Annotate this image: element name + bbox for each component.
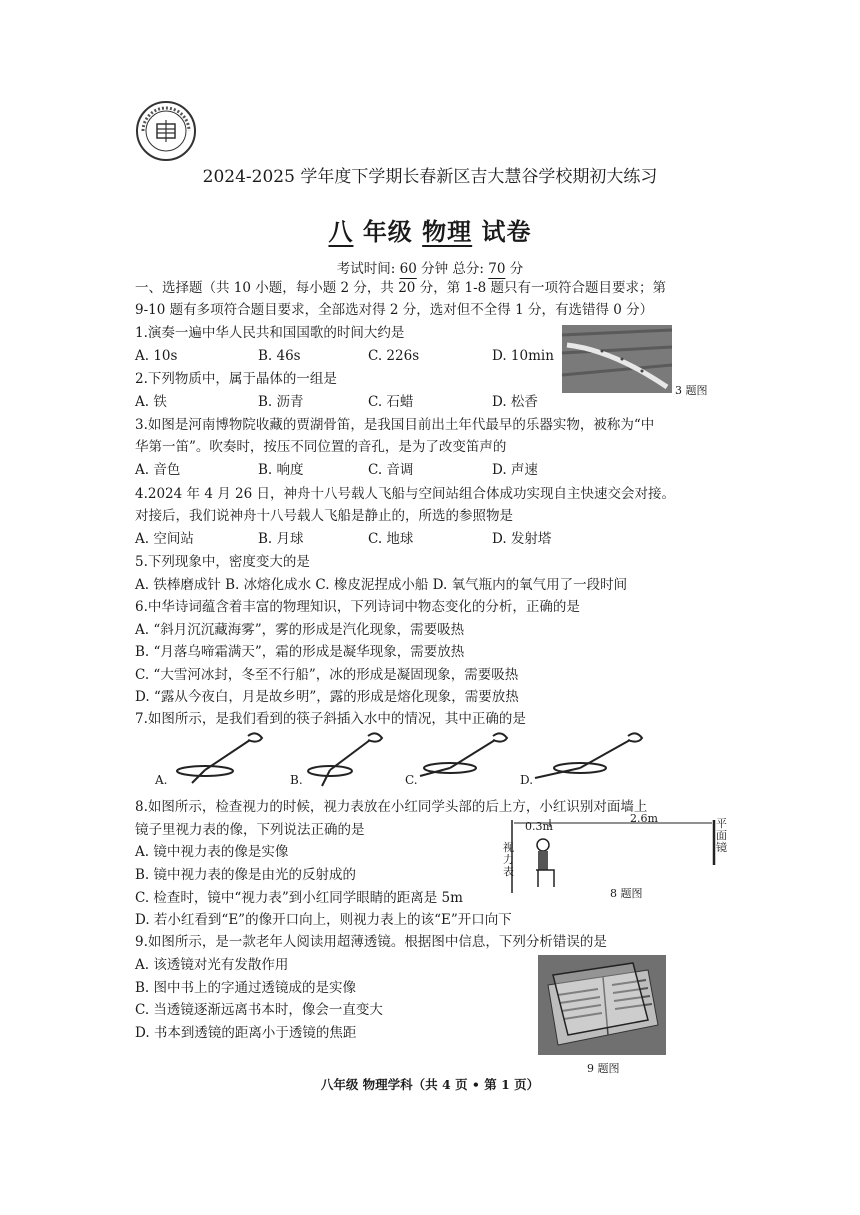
q7-fig-label-b: B.	[290, 773, 303, 787]
q8-option-c: C. 检查时，镜中“视力表”到小红同学眼睛的距离是 5m	[135, 890, 463, 906]
q9-stem: 9.如图所示，是一款老年人阅读用超薄透镜。根据图中信息，下列分析错误的是	[135, 934, 607, 950]
q9-option-c: C. 当透镜逐渐远离书本时，像会一直变大	[135, 1002, 383, 1018]
q3-option-d: D. 声速	[492, 462, 538, 478]
q4-option-b: B. 月球	[258, 531, 304, 547]
q2-option-a: A. 铁	[135, 394, 167, 410]
q2-option-b: B. 沥青	[258, 394, 304, 410]
q8-fig-caption: 8 题图	[610, 887, 643, 900]
exam-info	[0, 257, 860, 277]
q6-option-d: D. “露从今夜白，月是故乡明”，露的形成是熔化现象，需要放热	[135, 689, 519, 705]
paper-title	[0, 212, 860, 247]
q6-option-a: A. “斜月沉沉藏海雾”，雾的形成是汽化现象，需要吸热	[135, 622, 465, 638]
score-value: 70	[488, 261, 506, 277]
q8-option-d: D. 若小红看到“E”的像开口向上，则视力表上的该“E”开口向下	[135, 912, 512, 928]
q7-fig-label-c: C.	[405, 773, 418, 787]
q2-stem: 2.下列物质中，属于晶体的一组是	[135, 371, 337, 387]
fig3-caption: 3 题图	[675, 384, 708, 397]
time-unit: 分钟	[421, 261, 449, 277]
q3-stem-line2: 华第一笛”。吹奏时，按压不同位置的音孔，是为了改变笛声的	[135, 439, 507, 455]
q4-option-a: A. 空间站	[135, 531, 194, 547]
q3-option-b: B. 响度	[258, 462, 304, 478]
school-seal	[135, 100, 197, 162]
q8-stem-line2: 镜子里视力表的像，下列说法正确的是	[135, 822, 365, 838]
q6-stem: 6.中华诗词蕴含着丰富的物理知识，下列诗词中物态变化的分析，正确的是	[135, 599, 580, 615]
score-unit: 分	[509, 261, 524, 277]
grade: 八	[328, 218, 354, 246]
q1-option-b: B. 46s	[258, 348, 301, 364]
paper-label: 试卷	[481, 218, 532, 246]
q8-option-a: A. 镜中视力表的像是实像	[135, 844, 289, 860]
q4-stem-line1: 4.2024 年 4 月 26 日，神舟十八号载人飞船与空间站组合体成功实现自主快速交会对接。	[135, 486, 675, 502]
q7-stem: 7.如图所示，是我们看到的筷子斜插入水中的情况，其中正确的是	[135, 711, 526, 727]
exam-title: 2024-2025 学年度下学期长春新区吉大慧谷学校期初大练习	[202, 167, 658, 187]
time-label: 考试时间:	[336, 261, 396, 277]
time-value: 60	[399, 261, 417, 277]
q2-option-c: C. 石蜡	[368, 394, 414, 410]
score-label: 总分:	[452, 261, 484, 277]
q9-option-b: B. 图中书上的字通过透镜成的是实像	[135, 980, 357, 996]
page-footer: 八年级 物理学科（共 4 页 • 第 1 页）	[320, 1077, 540, 1092]
q5-stem: 5.下列现象中，密度变大的是	[135, 554, 310, 570]
q3-option-c: C. 音调	[368, 462, 414, 478]
q1-option-c: C. 226s	[368, 348, 420, 364]
q4-option-d: D. 发射塔	[492, 531, 552, 547]
q9-option-a: A. 该透镜对光有发散作用	[135, 957, 289, 973]
q6-option-b: B. “月落乌啼霜满天”，霜的形成是凝华现象，需要放热	[135, 644, 465, 660]
magnifier-figure	[538, 955, 666, 1055]
q8-fig-dim2: 2.6m	[630, 812, 658, 825]
q1-stem: 1.演奏一遍中华人民共和国国歌的时间大约是	[135, 325, 405, 341]
q8-stem-line1: 8.如图所示，检查视力的时候，视力表放在小红同学头部的后上方，小红识别对面墙上	[135, 799, 648, 815]
bone-flute-figure	[562, 325, 672, 393]
section-intro-line2: 9-10 题有多项符合题目要求，全部选对得 2 分，选对但不全得 1 分，有选错得 0 分）	[135, 302, 654, 318]
grade-suffix: 年级	[362, 218, 413, 246]
q3-option-a: A. 音色	[135, 462, 181, 478]
q7-fig-label-a: A.	[155, 773, 168, 787]
q9-option-d: D. 书本到透镜的距离小于透镜的焦距	[135, 1025, 357, 1041]
q1-option-d: D. 10min	[492, 348, 554, 364]
q4-stem-line2: 对接后，我们说神舟十八号载人飞船是静止的，所选的参照物是	[135, 508, 513, 524]
q9-fig-caption: 9 题图	[587, 1062, 620, 1075]
q3-stem-line1: 3.如图是河南博物院收藏的贾湖骨笛，是我国目前出土年代最早的乐器实物，被称为“中	[135, 417, 655, 433]
q2-option-d: D. 松香	[492, 394, 538, 410]
q8-fig-dim1: 0.3m	[525, 820, 553, 833]
q1-option-a: A. 10s	[135, 348, 178, 364]
q8-option-b: B. 镜中视力表的像是由光的反射成的	[135, 867, 357, 883]
q6-option-c: C. “大雪河冰封，冬至不行船”，冰的形成是凝固现象，需要吸热	[135, 667, 519, 683]
q7-fig-label-d: D.	[520, 773, 534, 787]
q5-options: A. 铁棒磨成针 B. 冰熔化成水 C. 橡皮泥捏成小船 D. 氧气瓶内的氧气用了一段时间	[135, 577, 628, 593]
subject: 物理	[422, 218, 473, 246]
section-intro-line1: 一、选择题（共 10 小题，每小题 2 分，共 20 分，第 1-8 题只有一项符合题目要求；第	[135, 280, 667, 296]
q8-fig-chart-label: 视力表	[503, 841, 514, 878]
q4-option-c: C. 地球	[368, 531, 414, 547]
q8-fig-mirror-label: 平面镜	[716, 817, 727, 854]
